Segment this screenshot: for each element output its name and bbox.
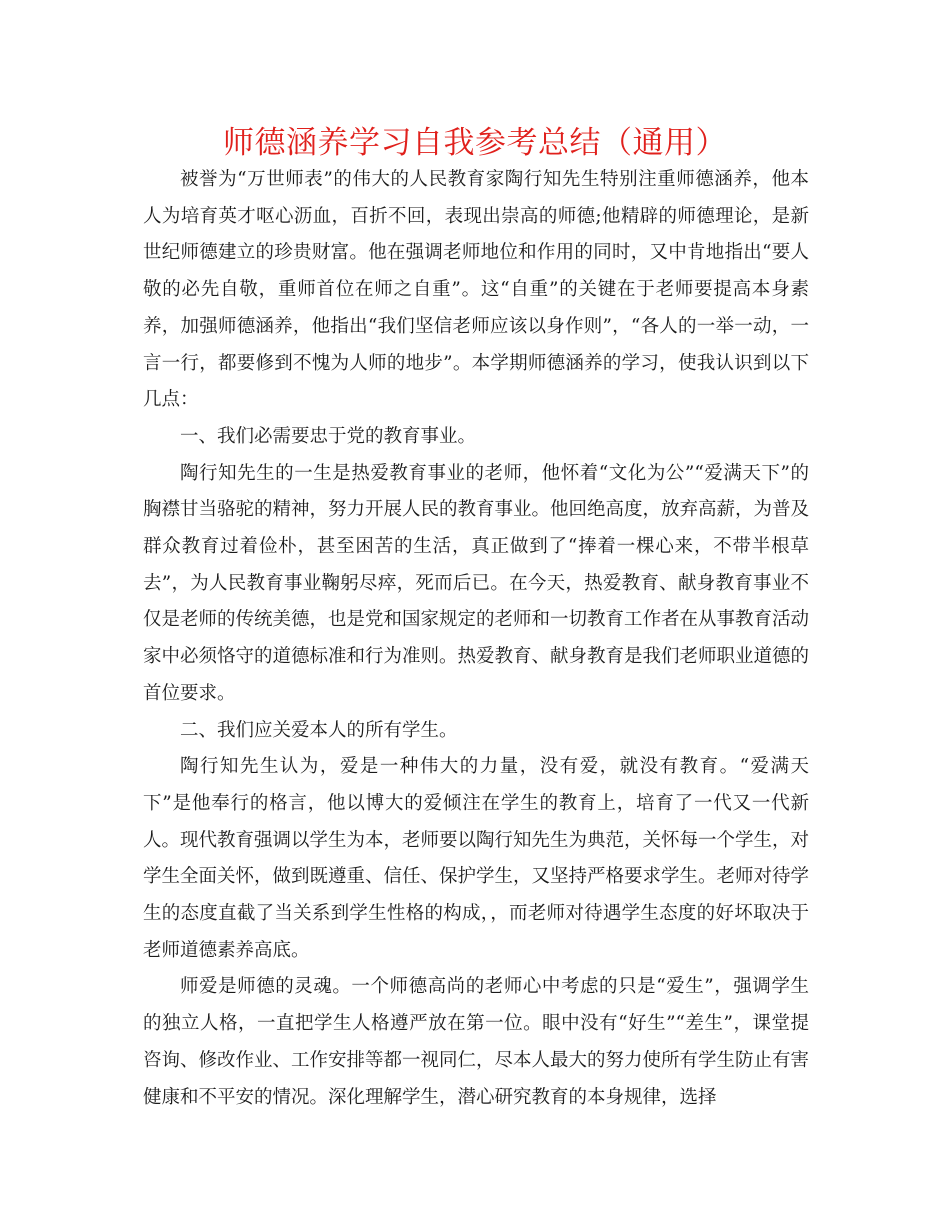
paragraph-intro: 被誉为“万世师表”的伟大的人民教育家陶行知先生特别注重师德涵养，他本人为培育英才呕心沥血，百折不回，表现出崇高的师德;他精辟的师德理论，是新世纪师德建立的珍贵财富。他在强调老师地位和作用的同时，又中肯地指出“要人敬的必先自敬，重师首位在师之自重”。这“自重”的关键在于老师要提高本身素养，加强师德涵养，他指出“我们坚信老师应该以身作则”，“各人的一举一动，一言一行，都要修到不愧为人师的地步”。本学期师德涵养的学习，使我认识到以下几点： <box>143 169 809 411</box>
document-title: 师德涵养学习自我参考总结（通用） <box>223 125 727 161</box>
paragraph-point-one: 陶行知先生的一生是热爱教育事业的老师，他怀着“文化为公”“爱满天下”的胸襟甘当骆驼的精神，努力开展人民的教育事业。他回绝高度，放弃高薪，为普及群众教育过着俭朴，甚至困苦的生活，真正做到了“捧着一棵心来，不带半根草去”，为人民教育事业鞠躬尽瘁，死而后已。在今天，热爱教育、献身教育事业不仅是老师的传统美德，也是党和国家规定的老师和一切教育工作者在从事教育活动家中必须恪守的道德标准和行为准则。热爱教育、献身教育是我们老师职业道德的首位要求。 <box>143 462 810 704</box>
document-body <box>143 162 809 1116</box>
paragraph-teacher-love: 师爱是师德的灵魂。一个师德高尚的老师心中考虑的只是“爱生”，强调学生的独立人格，一直把学生人格遵严放在第一位。眼中没有“好生”“差生”，课堂提咨询、修改作业、工作安排等都一视同仁，尽本人最大的努力使所有学生防止有害健康和不平安的情况。深化理解学生，潜心研究教育的本身规律，选择 <box>143 976 810 1108</box>
paragraph-point-two: 陶行知先生认为，爱是一种伟大的力量，没有爱，就没有教育。“爱满天下”是他奉行的格言，他以博大的爱倾注在学生的教育上，培育了一代又一代新人。现代教育强调以学生为本，老师要以陶行知先生为典范，关怀每一个学生，对学生全面关怀，做到既遵重、信任、保护学生，又坚持严格要求学生。老师对待学生的态度直截了当关系到学生性格的构成，，而老师对待遇学生态度的好坏取决于老师道德素养高底。 <box>143 756 810 961</box>
heading-point-two: 二、我们应关爱本人的所有学生。 <box>180 719 458 741</box>
heading-point-one: 一、我们必需要忠于党的教育事业。 <box>180 425 477 447</box>
